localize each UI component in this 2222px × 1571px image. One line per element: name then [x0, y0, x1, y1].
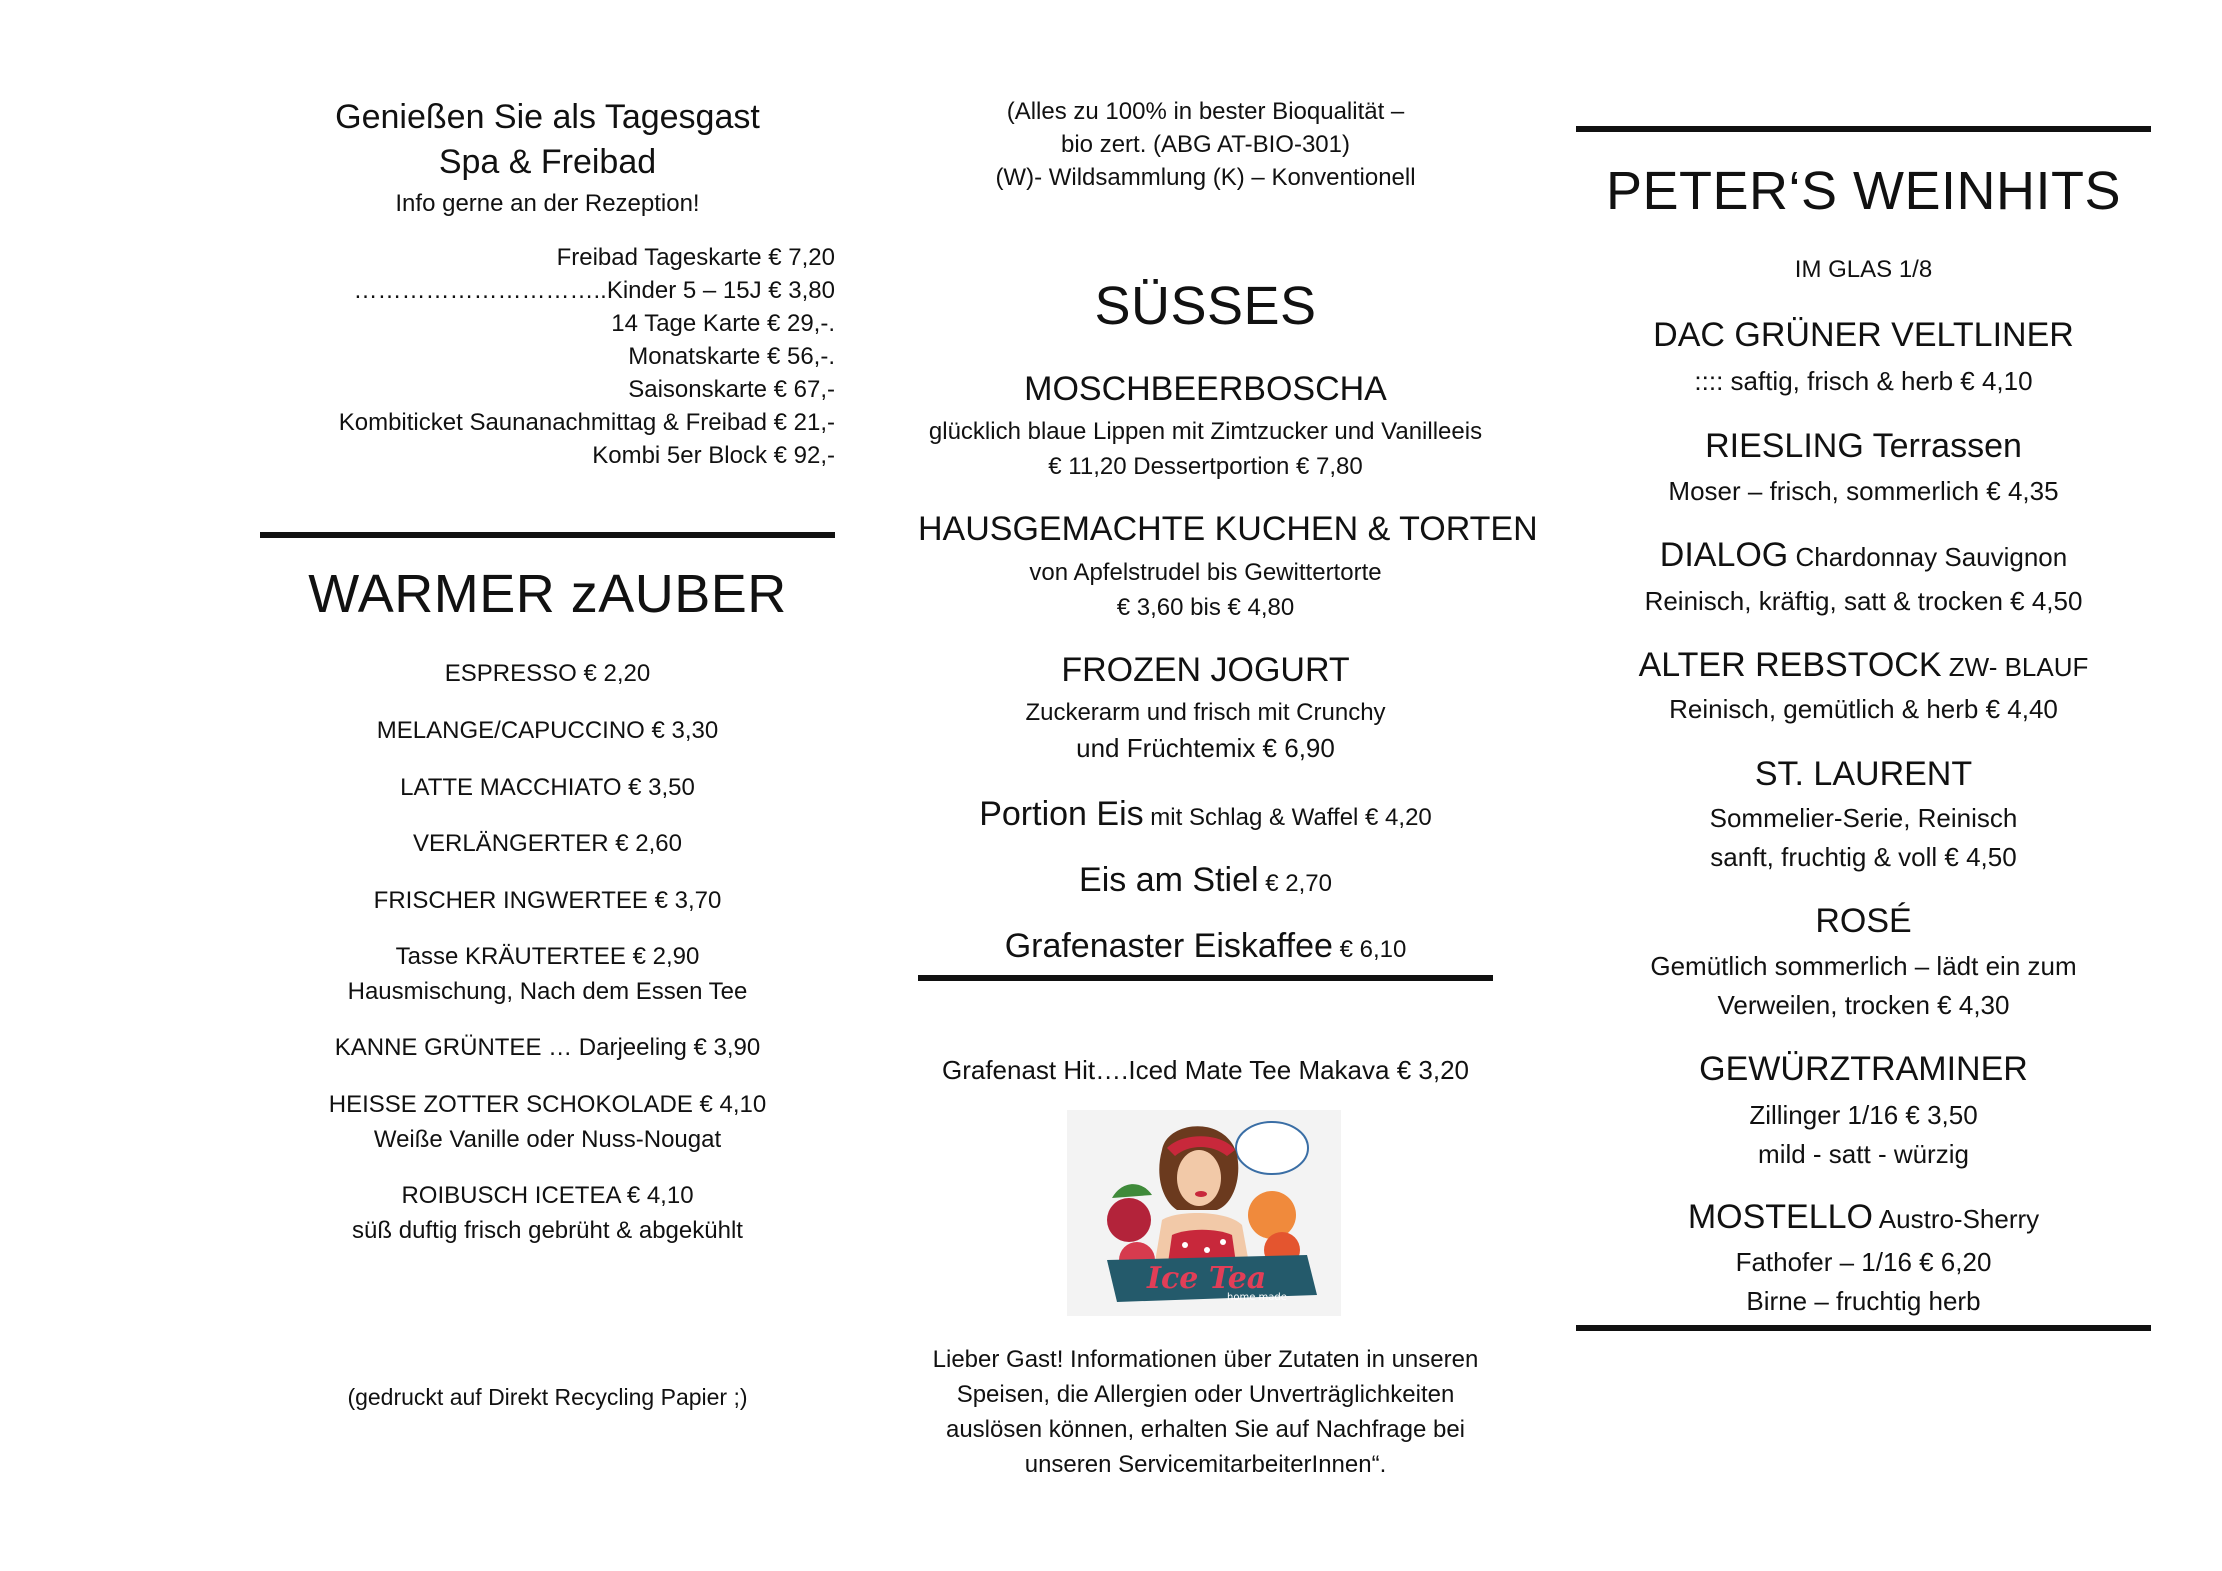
- menu-item: HEISSE ZOTTER SCHOKOLADE € 4,10: [328, 1091, 767, 1118]
- menu-item: ROIBUSCH ICETEA € 4,10: [401, 1182, 694, 1209]
- section-heading-wine: PETER‘S WEINHITS: [1605, 161, 2122, 221]
- price-line: 14 Tage Karte € 29,-.: [611, 310, 835, 337]
- portion-eis-title: Portion Eis: [979, 795, 1144, 833]
- wine-desc: Reinisch, gemütlich & herb € 4,40: [1669, 694, 2058, 724]
- wine-name: ROSÉ: [1815, 902, 1912, 940]
- ice-tea-logo-subtext: home made: [1227, 1292, 1287, 1303]
- ice-tea-logo-text: Ice Tea: [1147, 1261, 1267, 1296]
- wine-desc: Moser – frisch, sommerlich € 4,35: [1668, 476, 2059, 506]
- menu-item-desc: Hausmischung, Nach dem Essen Tee: [347, 978, 748, 1005]
- divider-rule: [918, 975, 1493, 981]
- wine-desc: Sommelier-Serie, Reinisch: [1709, 803, 2018, 833]
- price-line: Monatskarte € 56,-.: [628, 343, 835, 370]
- dessert-title: MOSCHBEERBOSCHA: [1024, 370, 1387, 408]
- portion-eis-detail: mit Schlag & Waffel € 4,20: [1143, 804, 1432, 831]
- eis-stiel-price: € 2,70: [1258, 870, 1332, 897]
- eiskaffee-title: Grafenaster Eiskaffee: [1004, 927, 1333, 965]
- menu-item: Tasse KRÄUTERTEE € 2,90: [395, 943, 700, 970]
- wine-title: [1576, 1198, 2151, 1237]
- allergy-note-line: auslösen können, erhalten Sie auf Nachfrage bei: [945, 1416, 1466, 1443]
- wine-name: MOSTELLO: [1687, 1198, 1873, 1236]
- wine-desc: mild - satt - würzig: [1758, 1139, 1969, 1169]
- menu-item: LATTE MACCHIATO € 3,50: [400, 774, 695, 801]
- menu-item: MELANGE/CAPUCCINO € 3,30: [376, 717, 719, 744]
- ice-tea-logo-image: [1067, 1110, 1341, 1316]
- wine-name: RIESLING Terrassen: [1705, 427, 2022, 465]
- divider-rule: [1576, 1325, 2151, 1331]
- eis-stiel-title: Eis am Stiel: [1079, 861, 1259, 899]
- section-heading-sweets: SÜSSES: [1094, 276, 1317, 336]
- allergy-note-line: unseren ServicemitarbeiterInnen“.: [1024, 1451, 1387, 1478]
- dessert-desc: Zuckerarm und frisch mit Crunchy: [1025, 699, 1386, 726]
- wine-desc: :::: saftig, frisch & herb € 4,10: [1694, 366, 2033, 396]
- portion-eis-line: [918, 795, 1493, 834]
- menu-item: KANNE GRÜNTEE … Darjeeling € 3,90: [334, 1034, 761, 1061]
- wine-desc: Gemütlich sommerlich – lädt ein zum: [1650, 951, 2077, 981]
- iced-mate-hit: Grafenast Hit….Iced Mate Tee Makava € 3,20: [941, 1055, 1469, 1085]
- divider-rule: [260, 532, 835, 538]
- dessert-desc: von Apfelstrudel bis Gewittertorte: [1029, 559, 1382, 586]
- wine-title: [1576, 427, 2151, 466]
- wine-name: DIALOG: [1659, 536, 1789, 574]
- section-heading-warm: WARMER zAUBER: [308, 564, 787, 624]
- menu-item: ESPRESSO € 2,20: [444, 660, 651, 687]
- wine-name: DAC GRÜNER VELTLINER: [1653, 316, 2074, 354]
- footer-note: (gedruckt auf Direkt Recycling Papier ;): [347, 1384, 748, 1410]
- wine-variety: Chardonnay Sauvignon: [1788, 542, 2068, 572]
- wine-title: [1576, 902, 2151, 941]
- wine-desc: Verweilen, trocken € 4,30: [1717, 990, 2010, 1020]
- wine-name: GEWÜRZTRAMINER: [1699, 1050, 2028, 1088]
- wine-desc: Birne – fruchtig herb: [1746, 1286, 1981, 1316]
- wine-title: [1576, 755, 2151, 794]
- price-line: Kombi 5er Block € 92,-: [592, 442, 835, 469]
- menu-item-desc: Weiße Vanille oder Nuss-Nougat: [373, 1126, 722, 1153]
- allergy-note-line: Speisen, die Allergien oder Unverträglichkeiten: [956, 1381, 1455, 1408]
- eiskaffee-line: [918, 927, 1493, 966]
- dessert-title: HAUSGEMACHTE KUCHEN & TORTEN: [918, 510, 1538, 548]
- wine-variety: ZW- BLAUF: [1941, 652, 2089, 682]
- dessert-title: FROZEN JOGURT: [1061, 651, 1350, 689]
- bio-note-line: bio zert. (ABG AT-BIO-301): [1061, 131, 1350, 158]
- bio-note-line: (Alles zu 100% in bester Bioqualität –: [1006, 98, 1405, 125]
- divider-rule: [1576, 126, 2151, 132]
- allergy-note-line: Lieber Gast! Informationen über Zutaten in unseren: [932, 1346, 1479, 1373]
- menu-item: VERLÄNGERTER € 2,60: [412, 830, 682, 857]
- wine-title: [1576, 1050, 2151, 1089]
- intro-line-1: Genießen Sie als Tagesgast: [335, 98, 760, 136]
- wine-name: ST. LAURENT: [1754, 755, 1973, 793]
- wine-title: [1576, 316, 2151, 355]
- ice-tea-illustration: [1067, 1110, 1341, 1316]
- wine-desc: sanft, fruchtig & voll € 4,50: [1710, 842, 2017, 872]
- dessert-price: € 3,60 bis € 4,80: [1116, 594, 1295, 621]
- dessert-desc: glücklich blaue Lippen mit Zimtzucker und Vanilleeis: [928, 418, 1483, 445]
- dessert-price: € 11,20 Dessertportion € 7,80: [1048, 453, 1363, 480]
- price-line: Saisonskarte € 67,-: [628, 376, 835, 403]
- menu-item-desc: süß duftig frisch gebrüht & abgekühlt: [352, 1217, 743, 1244]
- wine-variety: Austro-Sherry: [1873, 1204, 2040, 1234]
- price-line: Freibad Tageskarte € 7,20: [556, 244, 835, 271]
- price-line: Kombiticket Saunanachmittag & Freibad € 21,-: [338, 409, 835, 436]
- wine-title: [1576, 536, 2151, 575]
- eis-stiel-line: [918, 861, 1493, 900]
- eiskaffee-price: € 6,10: [1332, 936, 1407, 963]
- dessert-price: und Früchtemix € 6,90: [1076, 733, 1335, 763]
- intro-line-2: Spa & Freibad: [438, 143, 657, 181]
- wine-desc: Zillinger 1/16 € 3,50: [1749, 1100, 1978, 1130]
- glass-size: IM GLAS 1/8: [1794, 256, 1933, 283]
- wine-desc: Reinisch, kräftig, satt & trocken € 4,50: [1644, 586, 2083, 616]
- price-line: …………………………..Kinder 5 – 15J € 3,80: [353, 277, 835, 304]
- wine-title: [1576, 646, 2151, 685]
- wine-desc: Fathofer – 1/16 € 6,20: [1735, 1247, 1992, 1277]
- bio-note-line: (W)- Wildsammlung (K) – Konventionell: [995, 164, 1416, 191]
- wine-name: ALTER REBSTOCK: [1638, 646, 1942, 684]
- menu-item: FRISCHER INGWERTEE € 3,70: [373, 887, 722, 914]
- intro-line-3: Info gerne an der Rezeption!: [395, 190, 700, 217]
